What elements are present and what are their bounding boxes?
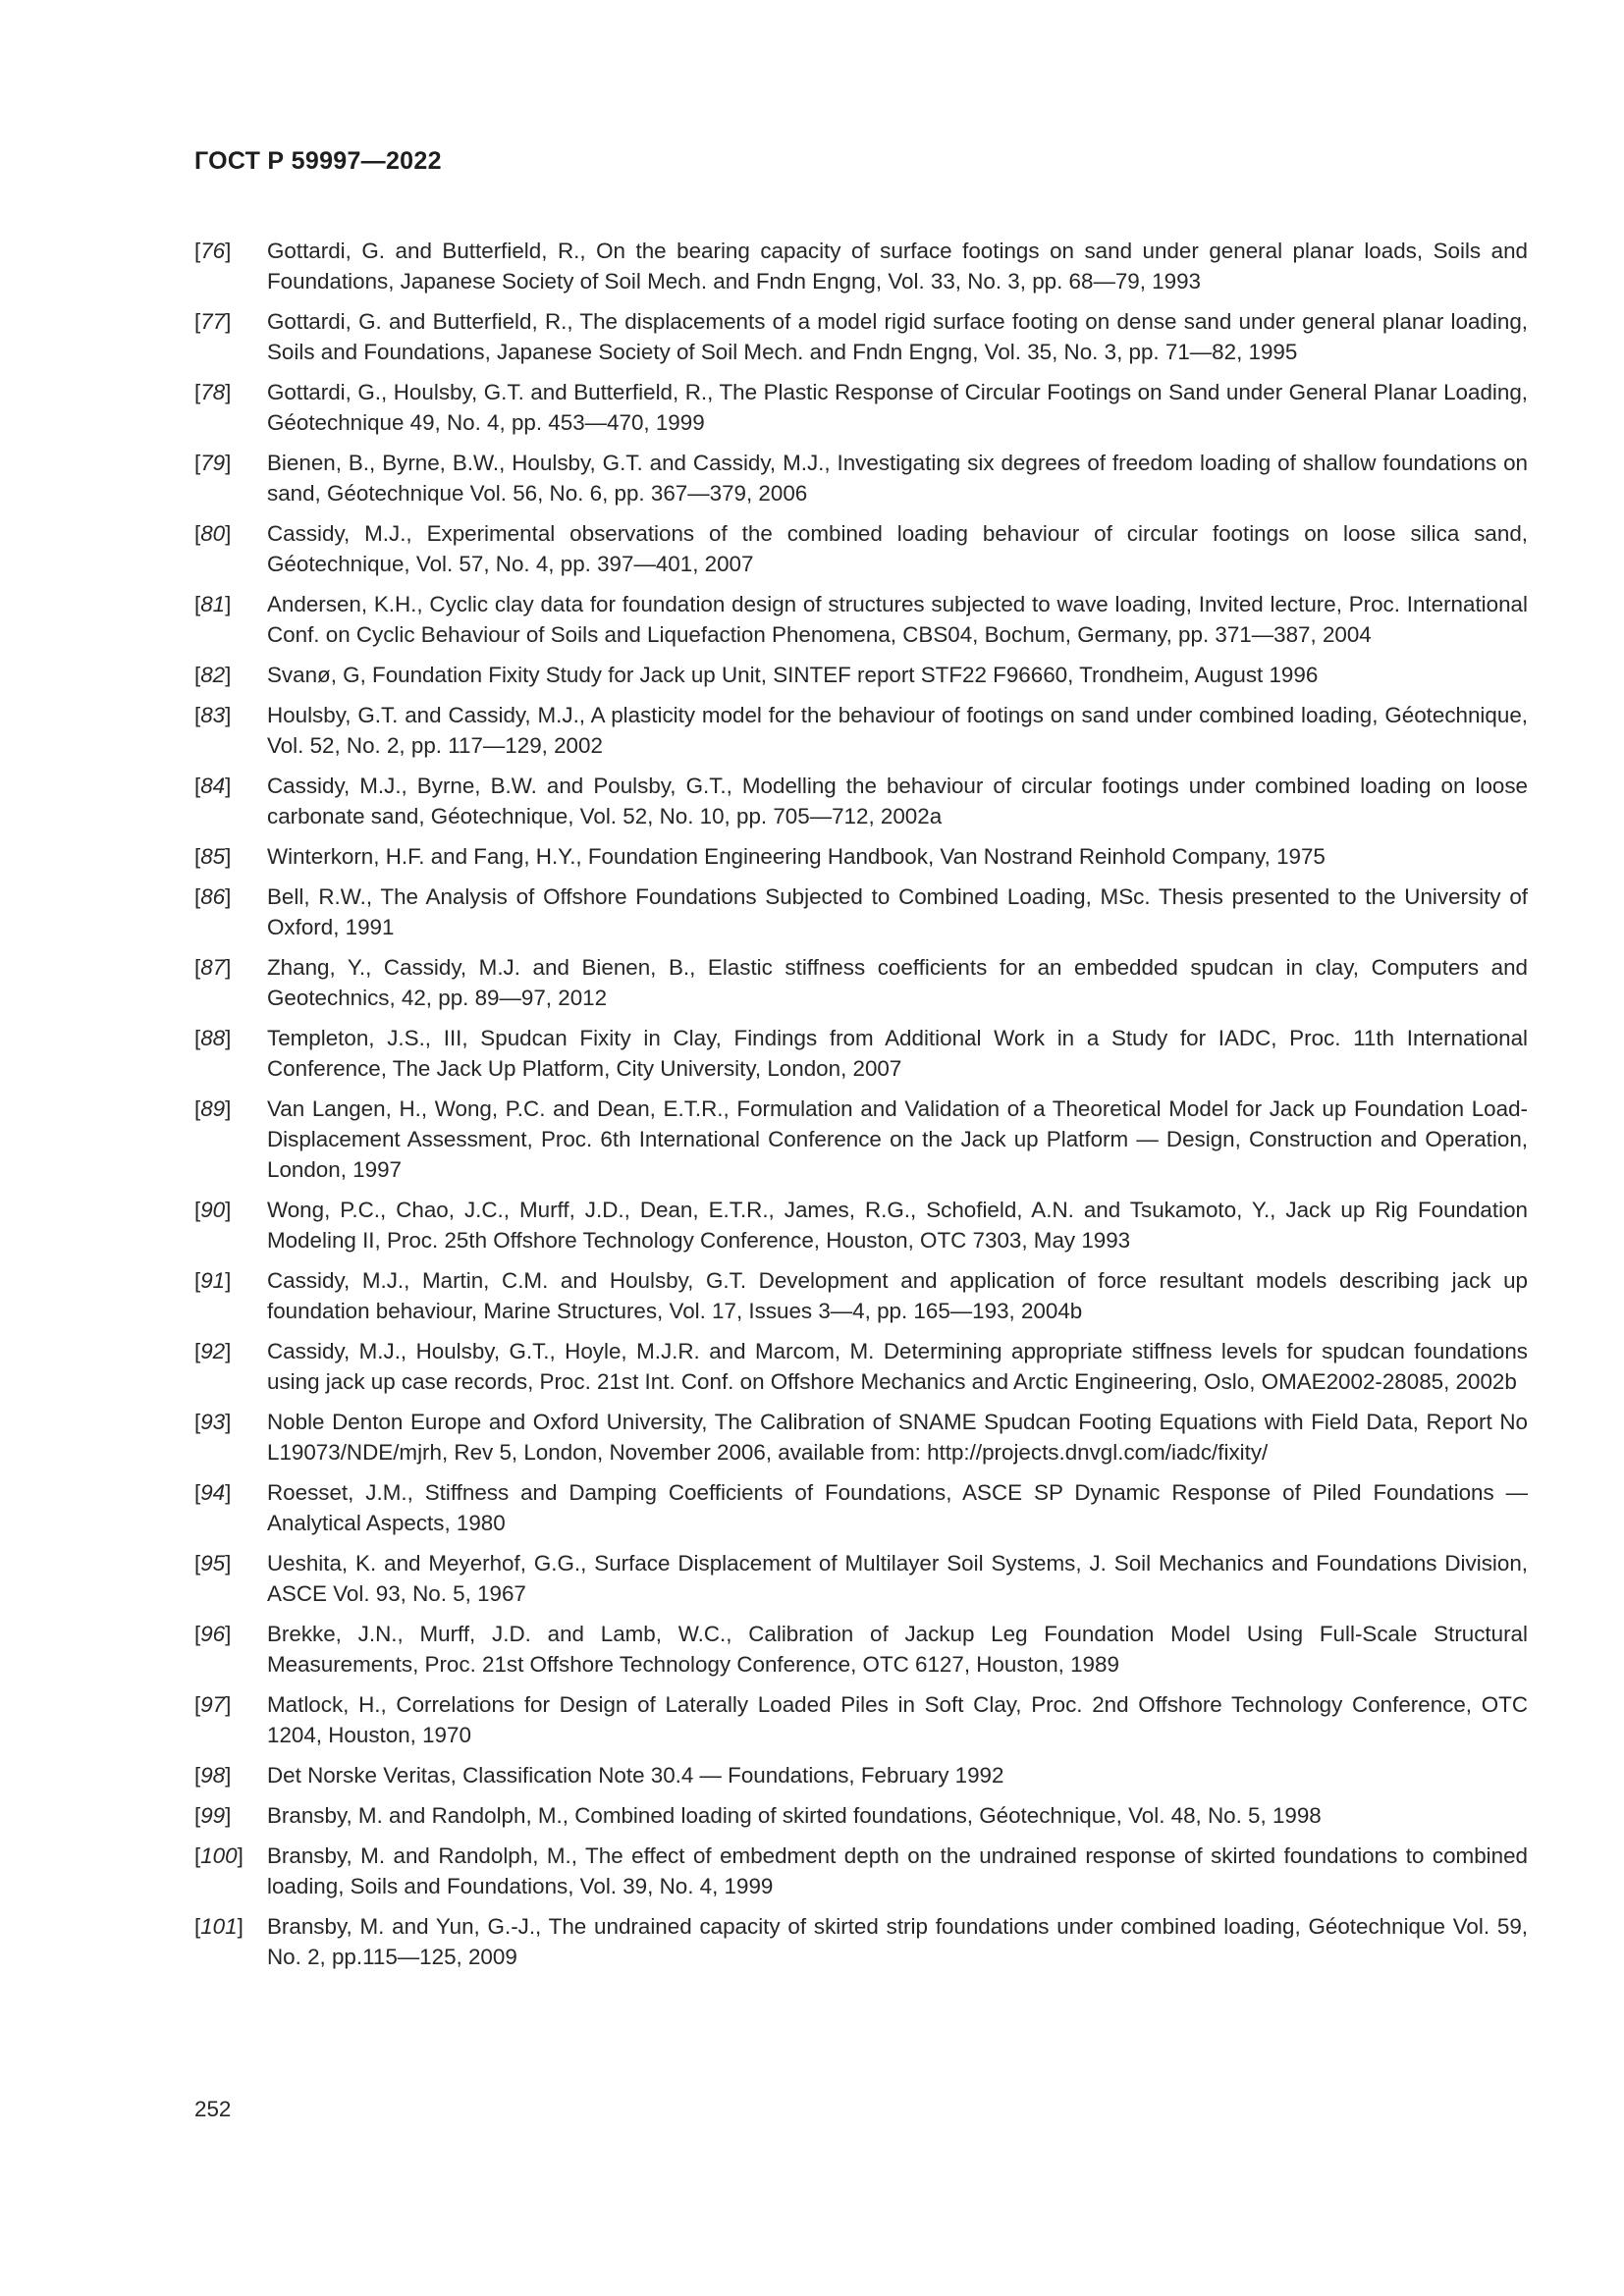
reference-text: Gottardi, G., Houlsby, G.T. and Butterfield, R., The Plastic Response of Circular Footings on Sand under General Planar Loading, Géotechnique 49, No. 4, pp. 453—470, 1999 <box>267 380 1528 435</box>
reference-number-value: 87 <box>200 955 226 980</box>
reference-number: [86] <box>194 884 232 909</box>
reference-number: [82] <box>194 663 232 687</box>
reference-number-value: 95 <box>200 1551 226 1575</box>
reference-item <box>194 1619 1528 1680</box>
reference-text: Roesset, J.M., Stiffness and Damping Coefficients of Foundations, ASCE SP Dynamic Response of Piled Foundations — Analytical Aspects, 1980 <box>267 1480 1528 1535</box>
reference-number-value: 83 <box>200 703 226 727</box>
reference-number-value: 97 <box>200 1692 226 1717</box>
reference-item <box>194 1548 1528 1609</box>
reference-number-value: 94 <box>200 1480 226 1505</box>
reference-item <box>194 448 1528 508</box>
reference-item <box>194 660 1528 690</box>
reference-number-value: 92 <box>200 1339 226 1363</box>
reference-number-value: 79 <box>200 451 226 475</box>
reference-item <box>194 589 1528 650</box>
reference-item <box>194 1800 1528 1831</box>
reference-text: Wong, P.C., Chao, J.C., Murff, J.D., Dean, E.T.R., James, R.G., Schofield, A.N. and Tsukamoto, Y., Jack up Rig Foundation Modeling II, Proc. 25th Offshore Technology Conference, Houston, OTC 7303, May 1993 <box>267 1198 1528 1253</box>
reference-text: Det Norske Veritas, Classification Note 30.4 — Foundations, February 1992 <box>267 1763 1004 1788</box>
reference-item <box>194 1023 1528 1084</box>
reference-number: [78] <box>194 380 232 404</box>
page-number: 252 <box>194 2097 232 2121</box>
reference-number: [100] <box>194 1843 244 1868</box>
reference-text: Bransby, M. and Yun, G.-J., The undrained capacity of skirted strip foundations under combined loading, Géotechnique Vol. 59, No. 2, pp.115—125, 2009 <box>267 1914 1528 1969</box>
reference-item <box>194 1477 1528 1538</box>
reference-number-value: 76 <box>200 239 226 263</box>
reference-number-value: 96 <box>200 1622 226 1646</box>
reference-item <box>194 1195 1528 1255</box>
reference-text: Bransby, M. and Randolph, M., The effect of embedment depth on the undrained response of skirted foundations to combined loading, Soils and Foundations, Vol. 39, No. 4, 1999 <box>267 1843 1528 1898</box>
reference-number: [89] <box>194 1096 232 1121</box>
reference-number-value: 86 <box>200 884 226 909</box>
reference-number: [84] <box>194 774 232 798</box>
reference-item <box>194 841 1528 872</box>
reference-number: [98] <box>194 1763 232 1788</box>
reference-item <box>194 1841 1528 1901</box>
page-header-standard-id: ГОСТ Р 59997—2022 <box>194 147 442 175</box>
reference-number: [80] <box>194 521 232 546</box>
reference-item <box>194 700 1528 761</box>
reference-number: [87] <box>194 955 232 980</box>
reference-number-value: 100 <box>200 1843 238 1868</box>
reference-number: [83] <box>194 703 232 727</box>
reference-text: Ueshita, K. and Meyerhof, G.G., Surface Displacement of Multilayer Soil Systems, J. Soil Mechanics and Foundations Division, ASCE Vol. 93, No. 5, 1967 <box>267 1551 1528 1606</box>
reference-number: [76] <box>194 239 232 263</box>
reference-text: Bell, R.W., The Analysis of Offshore Foundations Subjected to Combined Loading, MSc. Thesis presented to the University of Oxford, 1991 <box>267 884 1528 939</box>
reference-text: Cassidy, M.J., Houlsby, G.T., Hoyle, M.J.R. and Marcom, M. Determining appropriate stiffness levels for spudcan foundations using jack up case records, Proc. 21st Int. Conf. on Offshore Mechanics and Arctic Engineering, Oslo, OMAE2002-28085, 2002b <box>267 1339 1528 1394</box>
reference-text: Brekke, J.N., Murff, J.D. and Lamb, W.C., Calibration of Jackup Leg Foundation Model Using Full-Scale Structural Measurements, Proc. 21st Offshore Technology Conference, OTC 6127, Houston, 1989 <box>267 1622 1528 1677</box>
reference-number-value: 78 <box>200 380 226 404</box>
reference-text: Winterkorn, H.F. and Fang, H.Y., Foundation Engineering Handbook, Van Nostrand Reinhold Company, 1975 <box>267 844 1326 869</box>
reference-number: [91] <box>194 1268 232 1293</box>
reference-number-value: 81 <box>200 592 226 616</box>
reference-text: Svanø, G, Foundation Fixity Study for Jack up Unit, SINTEF report STF22 F96660, Trondheim, August 1996 <box>267 663 1319 687</box>
reference-number: [99] <box>194 1803 232 1828</box>
reference-number-value: 93 <box>200 1410 226 1434</box>
reference-item <box>194 1407 1528 1468</box>
reference-item <box>194 1265 1528 1326</box>
reference-number-value: 99 <box>200 1803 226 1828</box>
reference-number-value: 80 <box>200 521 226 546</box>
reference-number: [85] <box>194 844 232 869</box>
reference-text: Templeton, J.S., III, Spudcan Fixity in Clay, Findings from Additional Work in a Study for IADC, Proc. 11th International Conference, The Jack Up Platform, City University, London, 2007 <box>267 1026 1528 1081</box>
reference-list <box>194 236 1528 1982</box>
reference-text: Zhang, Y., Cassidy, M.J. and Bienen, B., Elastic stiffness coefficients for an embedded spudcan in clay, Computers and Geotechnics, 42, pp. 89—97, 2012 <box>267 955 1528 1010</box>
reference-number-value: 84 <box>200 774 226 798</box>
reference-text: Gottardi, G. and Butterfield, R., The displacements of a model rigid surface footing on dense sand under general planar loading, Soils and Foundations, Japanese Society of Soil Mech. and Fndn Engng, Vol. 35, No. 3, pp. 71—82, 1995 <box>267 309 1528 364</box>
reference-number-value: 98 <box>200 1763 226 1788</box>
reference-number: [96] <box>194 1622 232 1646</box>
reference-number-value: 91 <box>200 1268 226 1293</box>
reference-number: [88] <box>194 1026 232 1050</box>
reference-item <box>194 1689 1528 1750</box>
reference-text: Van Langen, H., Wong, P.C. and Dean, E.T.R., Formulation and Validation of a Theoretical Model for Jack up Foundation Load-Displacement Assessment, Proc. 6th International Conference on the Jack up Platform — Design, Construction and Operation, London, 1997 <box>267 1096 1528 1182</box>
reference-item <box>194 1094 1528 1185</box>
reference-number-value: 101 <box>200 1914 238 1939</box>
reference-item <box>194 236 1528 296</box>
reference-text: Houlsby, G.T. and Cassidy, M.J., A plasticity model for the behaviour of footings on sand under combined loading, Géotechnique, Vol. 52, No. 2, pp. 117—129, 2002 <box>267 703 1528 758</box>
reference-number-value: 88 <box>200 1026 226 1050</box>
reference-item <box>194 518 1528 579</box>
reference-number: [95] <box>194 1551 232 1575</box>
reference-number-value: 89 <box>200 1096 226 1121</box>
reference-number: [97] <box>194 1692 232 1717</box>
reference-text: Andersen, K.H., Cyclic clay data for foundation design of structures subjected to wave loading, Invited lecture, Proc. International Conf. on Cyclic Behaviour of Soils and Liquefaction Phenomena, CBS04, Bochum, Germany, pp. 371—387, 2004 <box>267 592 1528 647</box>
reference-text: Cassidy, M.J., Martin, C.M. and Houlsby, G.T. Development and application of force resultant models describing jack up foundation behaviour, Marine Structures, Vol. 17, Issues 3—4, pp. 165—193, 2004b <box>267 1268 1528 1323</box>
reference-item <box>194 1336 1528 1397</box>
reference-number: [92] <box>194 1339 232 1363</box>
reference-number: [81] <box>194 592 232 616</box>
reference-text: Noble Denton Europe and Oxford University, The Calibration of SNAME Spudcan Footing Equations with Field Data, Report No L19073/NDE/mjrh, Rev 5, London, November 2006, available from: http://projects.dnvgl.com/iadc/fixity/ <box>267 1410 1528 1465</box>
reference-item <box>194 952 1528 1013</box>
reference-text: Gottardi, G. and Butterfield, R., On the bearing capacity of surface footings on sand under general planar loads, Soils and Foundations, Japanese Society of Soil Mech. and Fndn Engng, Vol. 33, No. 3, pp. 68—79, 1993 <box>267 239 1528 294</box>
reference-number: [79] <box>194 451 232 475</box>
reference-number: [77] <box>194 309 232 334</box>
reference-text: Cassidy, M.J., Experimental observations of the combined loading behaviour of circular footings on loose silica sand, Géotechnique, Vol. 57, No. 4, pp. 397—401, 2007 <box>267 521 1528 576</box>
reference-number-value: 77 <box>200 309 226 334</box>
reference-number: [93] <box>194 1410 232 1434</box>
reference-text: Matlock, H., Correlations for Design of Laterally Loaded Piles in Soft Clay, Proc. 2nd Offshore Technology Conference, OTC 1204, Houston, 1970 <box>267 1692 1528 1747</box>
reference-number-value: 90 <box>200 1198 226 1222</box>
reference-number: [90] <box>194 1198 232 1222</box>
reference-number-value: 82 <box>200 663 226 687</box>
reference-item <box>194 1760 1528 1790</box>
reference-text: Bransby, M. and Randolph, M., Combined loading of skirted foundations, Géotechnique, Vol. 48, No. 5, 1998 <box>267 1803 1322 1828</box>
reference-number: [94] <box>194 1480 232 1505</box>
reference-item <box>194 1911 1528 1972</box>
reference-number: [101] <box>194 1914 244 1939</box>
reference-item <box>194 306 1528 367</box>
reference-number-value: 85 <box>200 844 226 869</box>
reference-text: Bienen, B., Byrne, B.W., Houlsby, G.T. and Cassidy, M.J., Investigating six degrees of freedom loading of shallow foundations on sand, Géotechnique Vol. 56, No. 6, pp. 367—379, 2006 <box>267 451 1528 506</box>
reference-item <box>194 881 1528 942</box>
reference-item <box>194 771 1528 831</box>
reference-text: Cassidy, M.J., Byrne, B.W. and Poulsby, G.T., Modelling the behaviour of circular footings under combined loading on loose carbonate sand, Géotechnique, Vol. 52, No. 10, pp. 705—712, 2002a <box>267 774 1528 828</box>
reference-item <box>194 377 1528 438</box>
